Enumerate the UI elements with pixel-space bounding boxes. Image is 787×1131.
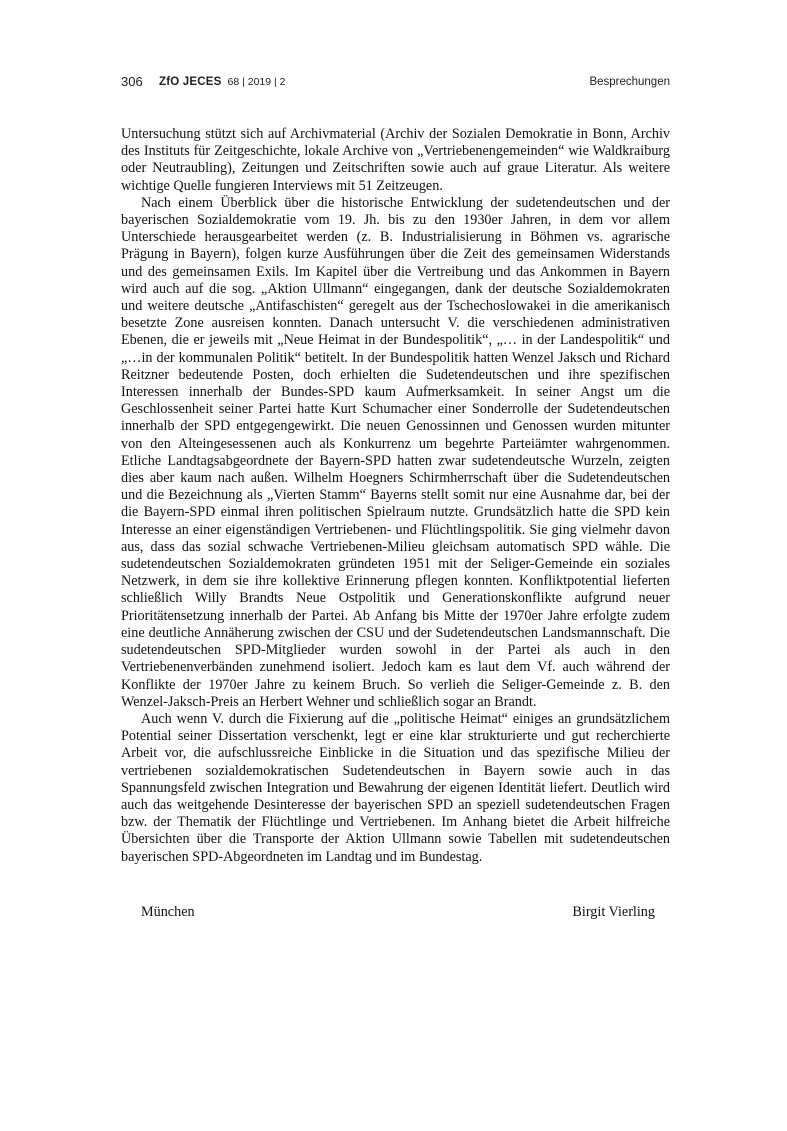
paragraph-2: Nach einem Überblick über die historische Entwicklung der sudetendeutschen und der bayerischen Sozialdemokratie vom 19. Jh. bis zu den 1930er Jahren, in dem vor allem Unterschiede herausgearbeitet werden (z. B. Industrialisierung in Böhmen vs. agrarische Prägung in Bayern), folgen kurze Ausführungen über die Zeit des gemeinsamen Widerstands und des gemeinsamen Exils. Im Kapitel über die Vertreibung und das Ankommen in Bayern wird auch auf die sog. „Aktion Ullmann“ eingegangen, dank der deutsche Sozialdemokraten und weitere deutsche „Antifaschisten“ geregelt aus der Tschechoslowakei in die amerikanisch besetzte Zone ausreisen konnten. Danach untersucht V. die verschiedenen administrativen Ebenen, die er jeweils mit „Neue Heimat in der Bundespolitik“, „… in der Landespolitik“ und „…in der kommunalen Politik“ betitelt. In der Bundespolitik hatten Wenzel Jaksch und Richard Reitzner bedeutende Posten, doch erhielten die Sudetendeutschen und ihre spezifischen Interessen innerhalb der Bundes-SPD kaum Aufmerksamkeit. In seiner Angst um die Geschlossenheit seiner Partei hatte Kurt Schumacher einer Sonderrolle der Sudetendeutschen innerhalb der SPD entgegengewirkt. Die neuen Genossinnen und Genossen wurden mitunter von den Alteingesessenen auch als Konkurrenz um begehrte Parteiämter wahrgenommen. Etliche Landtagsabgeordnete der Bayern-SPD hatten zwar sudetendeutsche Wurzeln, zeigten dies aber kaum nach außen. Wilhelm Hoegners Schirmherrschaft über die Sudetendeutschen und die Bezeichnung als „Vierten Stamm“ Bayerns stellt somit nur eine Ausnahme dar, bei der die Bayern-SPD einmal ihren politischen Spielraum nutzte. Grundsätzlich hatte die SPD kein Interesse an einer eigenständigen Vertriebenen- und Flüchtlingspolitik. Sie ging vielmehr davon aus, dass das sozial schwache Vertriebenen-Milieu gleichsam automatisch SPD wähle. Die sudetendeutschen Sozialdemokraten gründeten 1951 mit der Seliger-Gemeinde ein soziales Netzwerk, in dem sie ihre kollektive Erinnerung pflegen konnten. Konfliktpotential lieferten schließlich Willy Brandts Neue Ostpolitik und Generationskonflikte aufgrund neuer Prioritätensetzung innerhalb der Partei. Ab Anfang bis Mitte der 1970er Jahre erfolgte zudem eine deutliche Annäherung zwischen der CSU und der Sudetendeutschen Landsmannschaft. Die sudetendeutschen SPD-Mitglieder wurden sowohl in der Partei als auch in den Vertriebenenverbänden zunehmend isoliert. Jedoch kam es laut dem Vf. auch während der Konflikte der 1970er Jahre zu keinem Bruch. So verlieh die Seliger-Gemeinde z. B. den Wenzel-Jaksch-Preis an Herbert Wehner und schließlich sogar an Brandt. bbox=[121, 194, 670, 710]
review-signature bbox=[141, 904, 655, 922]
journal-reference bbox=[159, 74, 286, 90]
section-title: Besprechungen bbox=[589, 76, 670, 88]
signature-place: München bbox=[141, 904, 195, 920]
journal-issue: 68 | 2019 | 2 bbox=[227, 76, 286, 88]
review-body bbox=[121, 126, 670, 866]
paragraph-1: Untersuchung stützt sich auf Archivmaterial (Archiv der Sozialen Demokratie in Bonn, Archiv des Instituts für Zeitgeschichte, lokale Archive von „Vertriebenengemeinden“ wie Waldkraiburg oder Neutraubling), Zeitungen und Zeitschriften sowie auch auf graue Literatur. Als weitere wichtige Quelle fungieren Interviews mit 51 Zeitzeugen. bbox=[121, 126, 670, 194]
signature-author: Birgit Vierling bbox=[572, 904, 655, 920]
journal-abbreviation: ZfO JECES bbox=[159, 76, 222, 88]
paragraph-3: Auch wenn V. durch die Fixierung auf die „politische Heimat“ einiges an grundsätzlichem Potential seiner Dissertation verschenkt, legt er eine klar strukturierte und gut recherchierte Arbeit vor, die aufschlussreiche Einblicke in die Situation und das spezifische Milieu der vertriebenen sozialdemokratischen Sudetendeutschen in Bayern sowie auch in das Spannungsfeld zwischen Integration und Bewahrung der eigenen Identität liefert. Deutlich wird auch das weitgehende Desinteresse der bayerischen SPD an speziell sudetendeutschen Fragen bzw. der Thematik der Flüchtlinge und Vertriebenen. Im Anhang bietet die Arbeit hilfreiche Übersichten über die Transporte der Aktion Ullmann sowie Tabellen mit sudetendeutschen bayerischen SPD-Abgeordneten im Landtag und im Bundestag. bbox=[121, 710, 670, 865]
running-head bbox=[121, 74, 670, 90]
page-number: 306 bbox=[121, 74, 143, 89]
